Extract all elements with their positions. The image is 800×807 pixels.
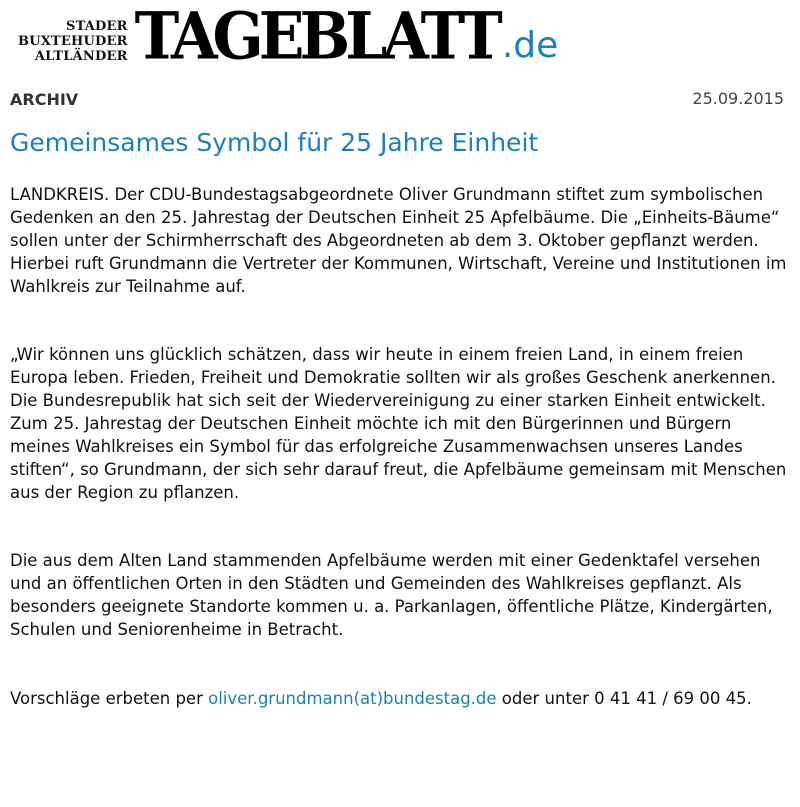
article-date: 25.09.2015 bbox=[692, 89, 784, 108]
masthead-region-stader: STADER bbox=[65, 19, 128, 34]
section-label: ARCHIV bbox=[10, 90, 79, 109]
masthead-tld: .de bbox=[501, 25, 559, 66]
masthead-title: TAGEBLATT bbox=[134, 0, 498, 75]
masthead-regions bbox=[18, 19, 128, 64]
article-headline: Gemeinsames Symbol für 25 Jahre Einheit bbox=[10, 128, 539, 157]
article-closing bbox=[10, 688, 790, 711]
email-link[interactable]: oliver.grundmann(at)bundestag.de bbox=[208, 688, 497, 708]
article-body bbox=[10, 184, 790, 711]
closing-prefix: Vorschläge erbeten per bbox=[10, 688, 209, 708]
article-paragraph-3: Die aus dem Alten Land stammenden Apfelbäume werden mit einer Gedenktafel versehen und an öffentlichen Orten in den Städten und Gemeinden des Wahlkreises gepflanzt. Als besonders geeignete Standorte kommen u. a. Parkanlagen, öffentliche Plätze, Kindergärten, Schulen und Seniorenheime in Betracht. bbox=[10, 551, 773, 640]
masthead-region-altlaender: ALTLÄNDER bbox=[34, 49, 128, 64]
article-paragraph-1: LANDKREIS. Der CDU-Bundestagsabgeordnete Oliver Grundmann stiftet zum symbolischen Gedenken an den 25. Jahrestag der Deutschen Einheit 25 Apfelbäume. Die „Einheits-Bäume“ sollen unter der Schirmherrschaft des Abgeordneten ab dem 3. Oktober gepflanzt werden. Hierbei ruft Grundmann die Vertreter der Kommunen, Wirtschaft, Vereine und Institutionen im Wahlkreis zur Teilnahme auf. bbox=[10, 185, 787, 296]
closing-suffix: oder unter 0 41 41 / 69 00 45. bbox=[496, 688, 752, 708]
article-paragraph-2: „Wir können uns glücklich schätzen, dass wir heute in einem freien Land, in einem freien Europa leben. Frieden, Freiheit und Demokratie sollten wir als großes Geschenk anerkennen. Die Bundesrepublik hat sich seit der Wiedervereinigung zu einer starken Einheit entwickelt. Zum 25. Jahrestag der Deutschen Einheit möchte ich mit den Bürgerinnen und Bürgern meines Wahlkreises ein Symbol für das erfolgreiche Zusammenwachsen unseres Landes stiften“, so Grundmann, der sich sehr darauf freut, die Apfelbäume gemeinsam mit Menschen aus der Region zu pflanzen. bbox=[10, 345, 787, 502]
masthead-logo[interactable] bbox=[18, 0, 559, 75]
masthead-region-buxtehuder: BUXTEHUDER bbox=[18, 34, 128, 49]
